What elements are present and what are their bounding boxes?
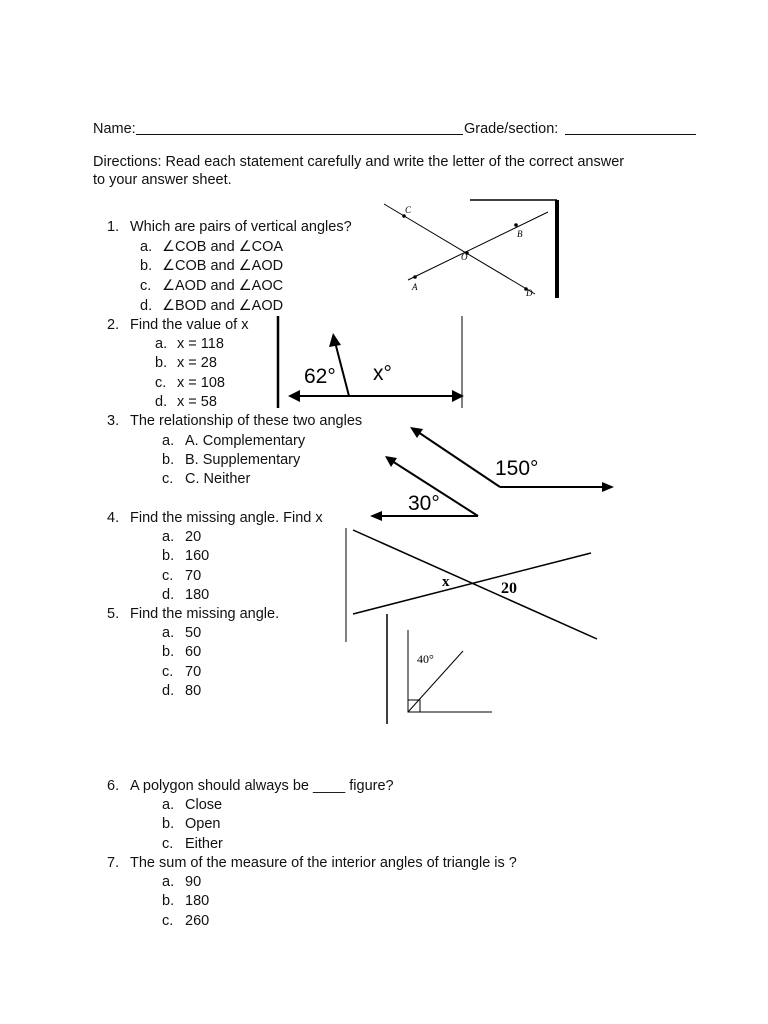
choice-letter: a.: [140, 239, 153, 255]
question-number: 5.: [107, 606, 120, 622]
arrowhead-ray: [329, 333, 341, 347]
choice-letter: b.: [155, 355, 168, 371]
arrowhead-150-slanted: [410, 427, 423, 438]
question-text: The sum of the measure of the interior angles of triangle is ?: [130, 855, 517, 871]
choice-letter: c.: [140, 278, 152, 294]
grade-section-blank-line[interactable]: [565, 134, 696, 135]
choice-letter: a.: [162, 529, 175, 545]
choice-text: ∠AOD and ∠AOC: [162, 278, 284, 294]
point-a: [413, 275, 417, 279]
choice-text: B. Supplementary: [185, 452, 301, 468]
choice-text: 70: [185, 568, 202, 584]
choice-letter: c.: [162, 568, 174, 584]
figure-linear-pair: [272, 314, 468, 410]
angle-40-label: 40°: [417, 652, 434, 666]
label-b: B: [517, 229, 523, 239]
question-number: 4.: [107, 510, 120, 526]
choice-text: 180: [185, 587, 210, 603]
choice-text: A. Complementary: [185, 433, 306, 449]
question-text: Find the missing angle.: [130, 606, 280, 622]
choice-letter: d.: [162, 683, 175, 699]
arrowhead-30-slanted: [385, 456, 397, 467]
choice-text: 260: [185, 913, 210, 929]
choice-letter: c.: [155, 375, 167, 391]
choice-text: 20: [185, 529, 202, 545]
question-number: 1.: [107, 219, 120, 235]
choice-letter: a.: [155, 336, 168, 352]
name-blank-line[interactable]: [136, 134, 463, 135]
label-o: O: [461, 252, 468, 262]
choice-letter: a.: [162, 433, 175, 449]
question-number: 2.: [107, 317, 120, 333]
question-number: 7.: [107, 855, 120, 871]
choice-text: Close: [185, 797, 223, 813]
choice-letter: c.: [162, 471, 174, 487]
question-text: The relationship of these two angles: [130, 413, 363, 429]
choice-letter: a.: [162, 874, 175, 890]
angle-20-label: 20: [501, 580, 517, 597]
choice-text: C. Neither: [185, 471, 251, 487]
choice-letter: c.: [162, 913, 174, 929]
choice-text: x = 28: [177, 355, 217, 371]
choice-letter: a.: [162, 797, 175, 813]
question-text: Find the value of x: [130, 317, 249, 333]
figure-two-angles: [362, 420, 618, 526]
choice-letter: d.: [140, 298, 153, 314]
choice-letter: b.: [162, 644, 175, 660]
choice-text: x = 58: [177, 394, 217, 410]
choice-letter: b.: [162, 452, 175, 468]
name-label: Name:: [93, 121, 136, 137]
choice-text: 80: [185, 683, 202, 699]
choice-text: ∠COB and ∠COA: [162, 239, 284, 255]
choice-letter: b.: [140, 258, 153, 274]
choice-text: ∠COB and ∠AOD: [162, 258, 284, 274]
angle-x-label: x: [442, 574, 450, 590]
directions-line-1: Directions: Read each statement carefully and write the letter of the correct answer: [93, 154, 625, 170]
choice-text: ∠BOD and ∠AOD: [162, 298, 284, 314]
choice-letter: b.: [162, 816, 175, 832]
figure-complementary-angle: [384, 612, 496, 726]
angle-x-label: x°: [373, 362, 392, 385]
line-c-d: [384, 204, 535, 294]
choice-text: Open: [185, 816, 221, 832]
question-number: 6.: [107, 778, 120, 794]
line-a-b: [408, 212, 548, 280]
choice-text: 60: [185, 644, 202, 660]
figure-vertical-angles: [380, 198, 562, 300]
angle-30-label: 30°: [408, 492, 440, 515]
arrowhead-150-right: [602, 482, 614, 492]
grade-section-label: Grade/section:: [464, 121, 559, 137]
question-text: Which are pairs of vertical angles?: [130, 219, 352, 235]
label-d: D: [526, 288, 533, 298]
label-c: C: [405, 205, 412, 215]
choice-letter: d.: [162, 587, 175, 603]
arrowhead-left: [288, 390, 300, 402]
angle-150-label: 150°: [495, 457, 539, 480]
angle-150-slanted-ray: [418, 432, 500, 487]
question-number: 3.: [107, 413, 120, 429]
choice-letter: d.: [155, 394, 168, 410]
arrowhead-30-left: [370, 511, 382, 521]
label-a: A: [412, 282, 418, 292]
point-b: [514, 223, 518, 227]
question-text: Find the missing angle. Find x: [130, 510, 323, 526]
line-ascending: [353, 553, 591, 614]
choice-text: x = 108: [177, 375, 225, 391]
ray-line: [335, 342, 349, 396]
choice-text: 160: [185, 548, 210, 564]
directions-line-2: to your answer sheet.: [93, 172, 232, 188]
choice-letter: b.: [162, 548, 175, 564]
choice-letter: b.: [162, 893, 175, 909]
choice-letter: c.: [162, 836, 174, 852]
choice-text: Either: [185, 836, 223, 852]
choice-text: 180: [185, 893, 210, 909]
question-text: A polygon should always be ____ figure?: [130, 778, 394, 794]
choice-text: 50: [185, 625, 202, 641]
choice-text: 90: [185, 874, 202, 890]
choice-letter: a.: [162, 625, 175, 641]
choice-text: x = 118: [177, 336, 224, 352]
choice-letter: c.: [162, 664, 174, 680]
angle-62-label: 62°: [304, 365, 336, 388]
choice-text: 70: [185, 664, 202, 680]
